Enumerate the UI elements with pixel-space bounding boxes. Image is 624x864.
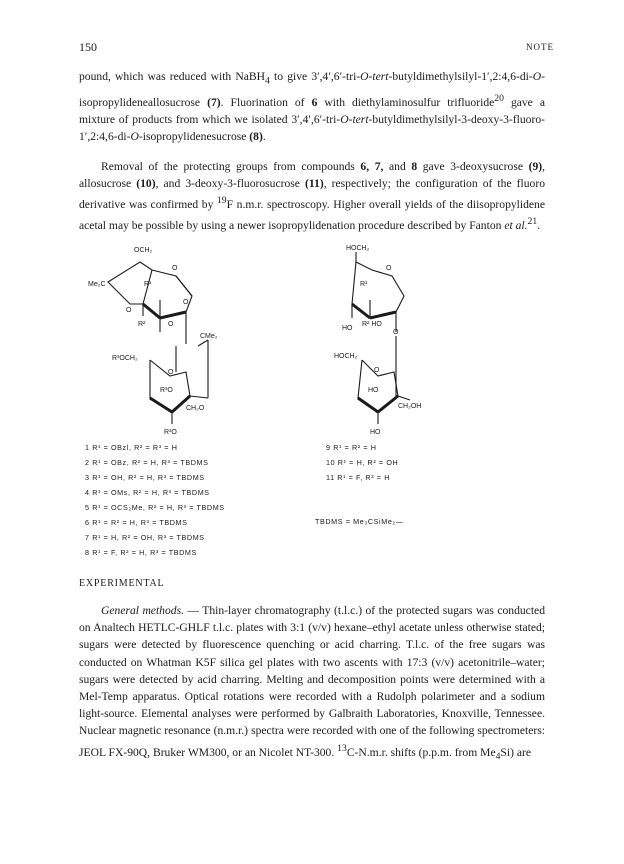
right-ring-oxygen: O [386, 265, 392, 272]
left-r3o-bottom: R³O [164, 429, 177, 436]
right-r2-ho-label: R² HO [362, 321, 382, 328]
left-och2-label: OCH₂ [134, 247, 153, 254]
left-ch2o-label: CH₂O [186, 405, 205, 412]
legend-entry: 5 R¹ = OCS₂Me, R² = H, R³ = TBDMS [85, 503, 225, 512]
legend-entry: 11 R¹ = F, R² = H [326, 473, 390, 482]
legend-entry: 8 R¹ = F, R² = H, R³ = TBDMS [85, 548, 197, 557]
left-o-link: O [168, 321, 174, 328]
left-r3och2-label: R³OCH₂ [112, 355, 138, 362]
left-ring-oxygen: O [172, 265, 178, 272]
legend-entry: 3 R¹ = OH, R² = H, R³ = TBDMS [85, 473, 205, 482]
page-number: 150 [79, 40, 97, 54]
right-ho-left: HO [342, 325, 353, 332]
right-ho-bottom: HO [370, 429, 381, 436]
legend-entry: 6 R¹ = R² = H, R³ = TBDMS [85, 518, 188, 527]
right-ho-inner: HO [368, 387, 379, 394]
left-cme2-label: CMe₂ [200, 333, 218, 340]
legend-entry: 7 R¹ = H, R² = OH, R³ = TBDMS [85, 533, 205, 542]
running-head: NOTE [526, 42, 554, 52]
compound-legend-right [326, 440, 398, 485]
left-fru-ring-oxygen: O [168, 369, 174, 376]
left-furanose-ring [150, 360, 208, 424]
compound-legend-left [85, 440, 225, 560]
paragraph-1: pound, which was reduced with NaBH$_4$ to give 3′,4′,6′-tri-O-tert-butyldimethylsilyl-1′,2:4,6-di-O-isopropylideneallosucrose (7). Fluorination of 6 with diethylaminosulfur trifluoride$^{20}$ gave a mixture of products from which we isolated 3′,4′,6′-tri-O-tert-butyldimethylsilyl-3-deoxy-3-fluoro-1′,2:4,6-di-O-isopropylidenesucrose (8). [79, 70, 545, 143]
legend-entry: 9 R¹ = R² = H [326, 443, 377, 452]
right-hoch2-top: HOCH₂ [346, 245, 370, 252]
right-hoch2-label: HOCH₂ [334, 353, 358, 360]
legend-entry: 4 R¹ = OMs, R² = H, R³ = TBDMS [85, 488, 210, 497]
section-heading: EXPERIMENTAL [79, 578, 165, 589]
left-r2-label: R² [138, 321, 146, 328]
left-me2c-label: Me₂C [88, 281, 106, 288]
legend-entry: 1 R¹ = OBzl, R² = R³ = H [85, 443, 178, 452]
tbdms-definition: TBDMS = Me₃CSiMe₂— [315, 517, 404, 526]
left-pyranose-ring [108, 262, 208, 398]
right-ch2oh-label: CH₂OH [398, 403, 422, 410]
legend-entry: 10 R¹ = H, R² = OH [326, 458, 399, 467]
left-r1-label: R¹ [144, 281, 152, 288]
left-o-right: O [183, 299, 189, 306]
right-furanose-ring [358, 360, 410, 424]
paragraph-2: Removal of the protecting groups from compounds 6, 7, and 8 gave 3-deoxysucrose (9), allosucrose (10), and 3-deoxy-3-fluorosucrose (11), respectively; the configuration of the fluoro derivative was confirmed by $^{19}$F n.m.r. spectroscopy. Higher overall yields of the diisopropylidene acetal may be possible by using a newer isopropylidenation procedure described by Fanton et al.$^{21}$. [79, 160, 546, 233]
paragraph-3: General methods. — Thin-layer chromatography (t.l.c.) of the protected sugars was conducted on Analtech HETLC-GHLF t.l.c. plates with 3:1 (v/v) hexane–ethyl acetate unless otherwise stated; sugars were detected by fluorescence quenching or acid charring. T.l.c. of the free sugars was conducted on Whatman K5F silica gel plates with two ascents with 17:3 (v/v) acetonitrile–water; sugars were detected by acid charring. Melting and decomposition points were determined with a Mel-Temp apparatus. Optical rotations were recorded with a Rudolph polarimeter and a sodium light-source. Elemental analyses were performed by Galbraith Laboratories, Knoxville, Tennessee. Nuclear magnetic resonance (n.m.r.) spectra were recorded with one of the following spectrometers: JEOL FX-90Q, Bruker WM300, or an Nicolet NT-300. $^{13}$C-N.m.r. shifts (p.p.m. from $Me_4Si$) are [79, 604, 545, 762]
legend-entry: 2 R¹ = OBz, R² = H, R³ = TBDMS [85, 458, 209, 467]
left-r3o-inner: R³O [160, 387, 173, 394]
right-fru-ring-oxygen: O [374, 367, 380, 374]
right-o-right: O [393, 329, 399, 336]
left-o-left: O [126, 307, 132, 314]
right-r1-label: R¹ [360, 281, 368, 288]
